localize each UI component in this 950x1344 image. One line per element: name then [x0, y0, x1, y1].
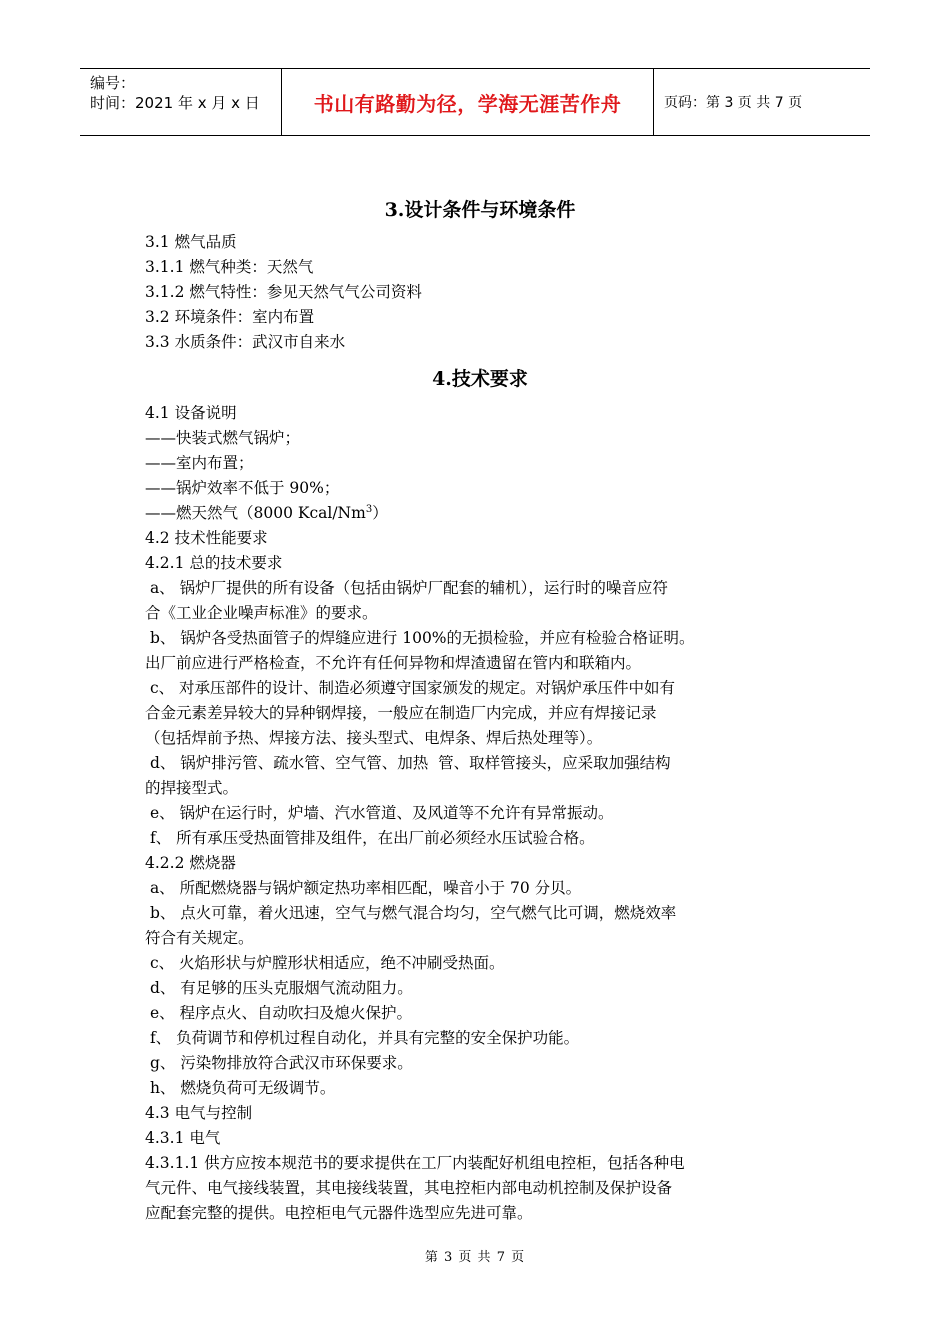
document-header	[80, 68, 870, 136]
section-4-body	[145, 401, 815, 1226]
gas-spec-superscript: 3	[365, 503, 373, 515]
section-4-line: a、 锅炉厂提供的所有设备（包括由锅炉厂配套的辅机），运行时的噪音应符	[145, 579, 668, 597]
section-4-line: 4.2.2 燃烧器	[145, 854, 236, 872]
section-4-line: ——室内布置；	[145, 454, 254, 472]
section-4-line: 应配套完整的提供。电控柜电气元器件选型应先进可靠。	[145, 1204, 533, 1222]
number-label: 编号：	[90, 74, 136, 92]
section-4-line: d、 锅炉排污管、疏水管、空气管、加热 管、取样管接头，应采取加强结构	[145, 754, 671, 772]
section-3-body	[145, 230, 815, 355]
section-4-line: c、 火焰形状与炉膛形状相适应，绝不冲刷受热面。	[145, 954, 505, 972]
section-4-line: b、 锅炉各受热面管子的焊缝应进行 100%的无损检验，并应有检验合格证明。	[145, 629, 695, 647]
section-4-line: 4.3.1 电气	[145, 1129, 221, 1147]
section-3-line: 3.3 水质条件：武汉市自来水	[145, 333, 346, 351]
section-4-line: e、 程序点火、自动吹扫及熄火保护。	[145, 1004, 413, 1022]
section-4-line: 合《工业企业噪声标准》的要求。	[145, 604, 378, 622]
section-4-title: 4.技术要求	[432, 368, 528, 390]
section-4-line: 合金元素差异较大的异种钢焊接，一般应在制造厂内完成，并应有焊接记录	[145, 704, 657, 722]
section-4-line: c、 对承压部件的设计、制造必须遵守国家颁发的规定。对锅炉承压件中如有	[145, 679, 676, 697]
section-3-line: 3.1.2 燃气特性：参见天然气气公司资料	[145, 283, 422, 301]
section-4-line: f、 负荷调节和停机过程自动化，并具有完整的安全保护功能。	[145, 1029, 580, 1047]
document-body	[145, 192, 815, 1226]
section-4-line: 4.2.1 总的技术要求	[145, 554, 283, 572]
header-page-info: 页码：第 3 页 共 7 页	[664, 95, 803, 111]
section-4-line: ——快装式燃气锅炉；	[145, 429, 301, 447]
section-4-line: 4.3.1.1 供方应按本规范书的要求提供在工厂内装配好机组电控柜，包括各种电	[145, 1154, 685, 1172]
section-4-line: a、 所配燃烧器与锅炉额定热功率相匹配，噪音小于 70 分贝。	[145, 879, 582, 897]
section-4-line: 符合有关规定。	[145, 929, 254, 947]
section-4-line: 4.3 电气与控制	[145, 1104, 253, 1122]
section-4-line: 的捍接型式。	[145, 779, 239, 797]
section-4-details	[145, 526, 815, 1226]
section-4-line: （包括焊前予热、焊接方法、接头型式、电焊条、焊后热处理等）。	[145, 729, 603, 747]
section-4-line: f、 所有承压受热面管排及组件，在出厂前必须经水压试验合格。	[145, 829, 595, 847]
section-4-line: g、 污染物排放符合武汉市环保要求。	[145, 1054, 413, 1072]
section-4-line: b、 点火可靠，着火迅速，空气与燃气混合均匀，空气燃气比可调，燃烧效率	[145, 904, 677, 922]
gas-spec-close: ）	[372, 504, 388, 522]
section-3-line: 3.1.1 燃气种类：天然气	[145, 258, 314, 276]
section-4-line: h、 燃烧负荷可无级调节。	[145, 1079, 336, 1097]
section-4-line: ——锅炉效率不低于 90%；	[145, 479, 340, 497]
page-footer: 第 3 页 共 7 页	[424, 1250, 526, 1265]
section-4-line: 4.2 技术性能要求	[145, 529, 268, 547]
gas-spec-text: ——燃天然气（8000 Kcal/Nm	[145, 504, 366, 522]
time-label: 时间：2021 年 x 月 x 日	[90, 94, 260, 112]
section-4-line: 出厂前应进行严格检查，不允许有任何异物和焊渣遗留在管内和联箱内。	[145, 654, 642, 672]
section-4-line: d、 有足够的压头克服烟气流动阻力。	[145, 979, 413, 997]
section-4-line: 气元件、电气接线装置，其电接线装置，其电控柜内部电动机控制及保护设备	[145, 1179, 673, 1197]
header-meta	[80, 69, 282, 135]
section-4-line: e、 锅炉在运行时，炉墙、汽水管道、及风道等不允许有异常振动。	[145, 804, 614, 822]
section-3-line: 3.2 环境条件：室内布置	[145, 308, 315, 326]
gas-spec-line	[145, 501, 815, 526]
header-motto: 书山有路勤为径，学海无涯苦作舟	[282, 69, 654, 135]
section-4-line: 4.1 设备说明	[145, 404, 237, 422]
section-3-title: 3.设计条件与环境条件	[384, 199, 576, 221]
section-3-line: 3.1 燃气品质	[145, 233, 237, 251]
